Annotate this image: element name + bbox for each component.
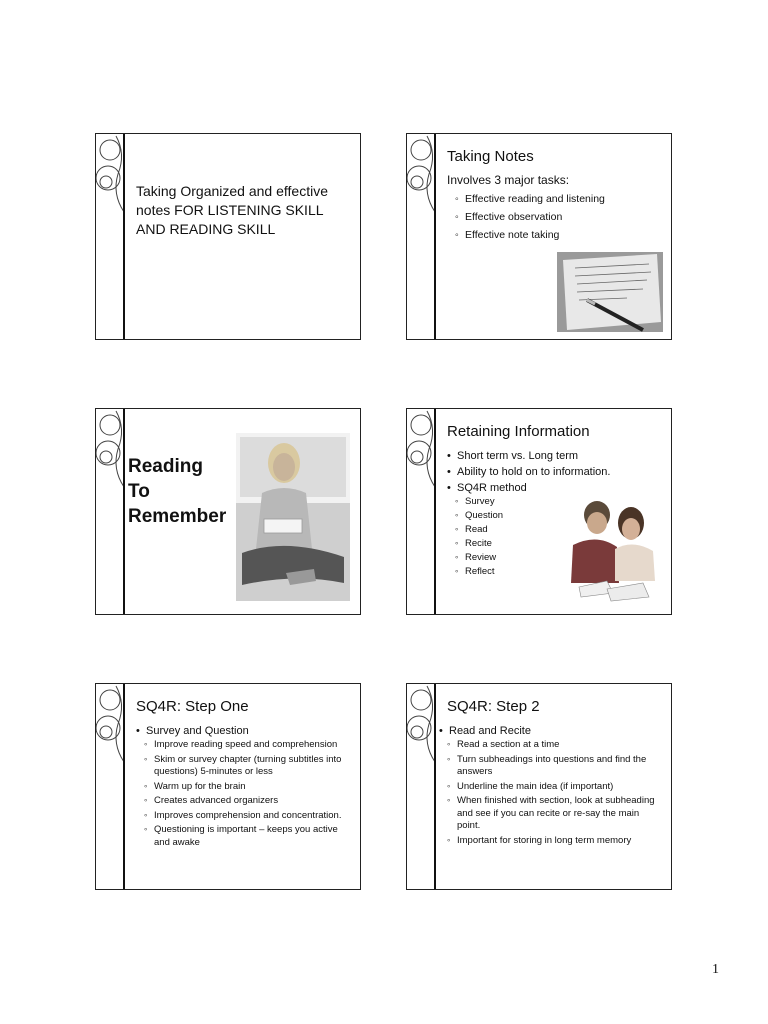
students-studying-photo <box>557 497 667 609</box>
list-item: ◦ Read <box>447 524 663 536</box>
list-item: ◦ Creates advanced organizers <box>136 795 344 808</box>
list-item: ◦ Questioning is important – keeps you active and awake <box>136 824 344 849</box>
bullet-list <box>136 723 352 739</box>
slide-6 <box>406 683 672 890</box>
list-item: ◦ Reflect <box>447 566 663 578</box>
slide-divider <box>123 409 125 614</box>
list-item: ◦ Review <box>447 552 663 564</box>
slide-1 <box>95 133 361 340</box>
slide-title-line: Reading <box>128 456 203 477</box>
slide-content <box>136 692 352 883</box>
slide-4 <box>406 408 672 615</box>
list-item: ◦ When finished with section, look at subheading and see if you can recite or re-say the main point. <box>439 795 657 833</box>
slide-title: Retaining Information <box>447 423 590 440</box>
bullet-list <box>439 723 663 739</box>
list-item: • Short term vs. Long term <box>447 448 663 464</box>
slide-title: SQ4R: Step 2 <box>447 698 540 715</box>
bullet-list <box>447 448 663 496</box>
task-list <box>447 191 663 243</box>
slide-title: Taking Organized and effective notes FOR LISTENING SKILL AND READING SKILL <box>136 183 328 237</box>
notebook-pen-photo <box>557 252 663 332</box>
sub-list <box>136 739 344 849</box>
list-item: • Ability to hold on to information. <box>447 464 663 480</box>
list-item: ◦ Effective note taking <box>447 227 663 243</box>
list-item: • Survey and Question <box>136 723 352 739</box>
slide-title: Taking Notes <box>447 148 534 165</box>
list-item: ◦ Effective observation <box>447 209 663 225</box>
slide-divider <box>123 684 125 889</box>
sub-list <box>439 739 657 847</box>
list-item: ◦ Improves comprehension and concentration. <box>136 810 344 823</box>
slide-divider <box>434 409 436 614</box>
slide-2 <box>406 133 672 340</box>
page-number: 1 <box>712 962 719 977</box>
slide-content <box>439 692 663 883</box>
slide-3 <box>95 408 361 615</box>
slide-intro: Involves 3 major tasks: <box>447 173 570 187</box>
slide-5 <box>95 683 361 890</box>
slide-content <box>136 182 352 333</box>
slide-divider <box>123 134 125 339</box>
list-item: ◦ Recite <box>447 538 663 550</box>
list-item: ◦ Question <box>447 510 663 522</box>
list-item: ◦ Improve reading speed and comprehension <box>136 739 344 752</box>
list-item: ◦ Skim or survey chapter (turning subtitles into questions) 5-minutes or less <box>136 754 344 779</box>
list-item: ◦ Turn subheadings into questions and find the answers <box>439 754 657 779</box>
list-item: • Read and Recite <box>439 723 663 739</box>
list-item: • SQ4R method <box>447 480 663 496</box>
slide-divider <box>434 134 436 339</box>
slide-title-line: To <box>128 481 150 502</box>
slide-title-line: Remember <box>128 506 227 527</box>
list-item: ◦ Effective reading and listening <box>447 191 663 207</box>
list-item: ◦ Read a section at a time <box>439 739 657 752</box>
woman-reading-photo <box>236 433 350 601</box>
list-item: ◦ Underline the main idea (if important) <box>439 781 657 794</box>
list-item: ◦ Warm up for the brain <box>136 781 344 794</box>
slide-divider <box>434 684 436 889</box>
list-item: ◦ Important for storing in long term memory <box>439 835 657 848</box>
slide-title: SQ4R: Step One <box>136 698 249 715</box>
list-item: ◦ Survey <box>447 496 663 508</box>
